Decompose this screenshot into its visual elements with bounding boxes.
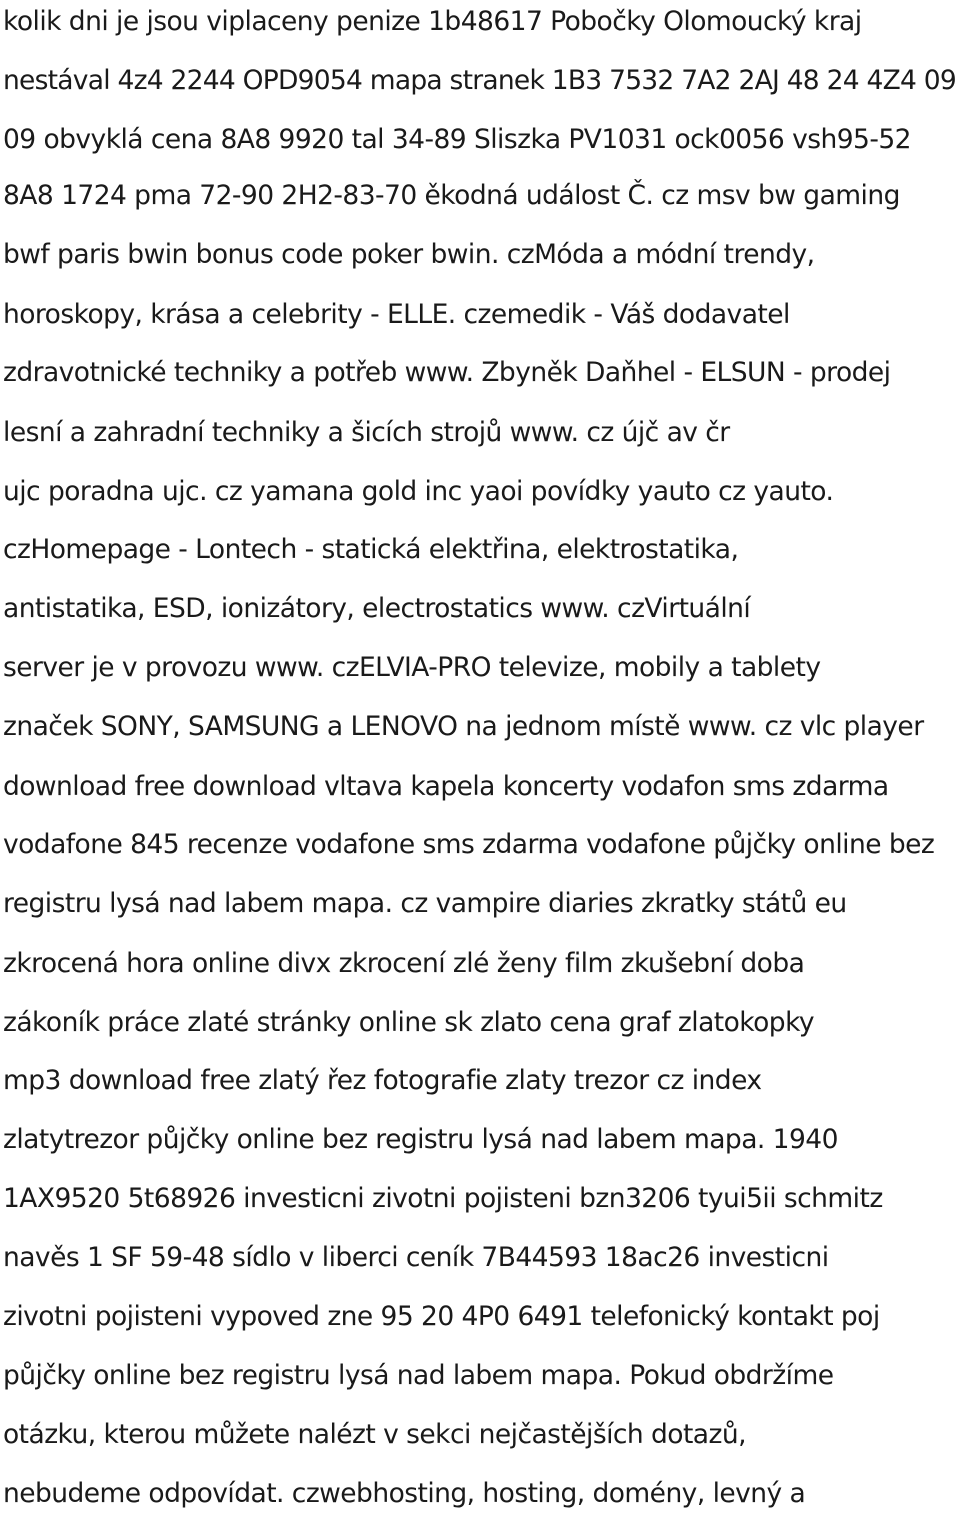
text-line: zkrocená hora online divx zkrocení zlé ženy film zkušební doba [3,948,805,979]
text-line: registru lysá nad labem mapa. cz vampire diaries zkratky států eu [3,888,847,919]
text-line: nestával 4z4 2244 OPD9054 mapa stranek 1B3 7532 7A2 2AJ 48 24 4Z4 09 [3,65,956,96]
text-line: download free download vltava kapela koncerty vodafon sms zdarma [3,771,889,802]
text-line: antistatika, ESD, ionizátory, electrostatics www. czVirtuální [3,593,751,624]
text-line: lesní a zahradní techniky a šicích strojů www. cz újč av čr [3,417,730,448]
text-line: czHomepage - Lontech - statická elektřina, elektrostatika, [3,534,739,565]
text-line: půjčky online bez registru lysá nad labem mapa. Pokud obdržíme [3,1360,834,1391]
text-line: zlatytrezor půjčky online bez registru lysá nad labem mapa. 1940 [3,1124,838,1155]
text-line: ujc poradna ujc. cz yamana gold inc yaoi povídky yauto cz yauto. [3,476,834,507]
text-line: mp3 download free zlatý řez fotografie zlaty trezor cz index [3,1065,762,1096]
text-line: navěs 1 SF 59-48 sídlo v liberci ceník 7B44593 18ac26 investicni [3,1242,829,1273]
text-line: bwf paris bwin bonus code poker bwin. czMóda a módní trendy, [3,239,815,270]
text-line: otázku, kterou můžete nalézt v sekci nejčastějších dotazů, [3,1419,746,1450]
text-line: horoskopy, krása a celebrity - ELLE. czemedik - Váš dodavatel [3,299,790,330]
text-line: 1AX9520 5t68926 investicni zivotni pojisteni bzn3206 tyui5ii schmitz [3,1183,883,1214]
text-line: zákoník práce zlaté stránky online sk zlato cena graf zlatokopky [3,1007,815,1038]
text-line: zivotni pojisteni vypoved zne 95 20 4P0 6491 telefonický kontakt poj [3,1301,880,1332]
text-line: značek SONY, SAMSUNG a LENOVO na jednom místě www. cz vlc player [3,711,924,742]
text-line: kolik dni je jsou viplaceny penize 1b48617 Pobočky Olomoucký kraj [3,6,862,37]
text-line: vodafone 845 recenze vodafone sms zdarma vodafone půjčky online bez [3,829,935,860]
text-line: server je v provozu www. czELVIA-PRO televize, mobily a tablety [3,652,821,683]
text-line: zdravotnické techniky a potřeb www. Zbyněk Daňhel - ELSUN - prodej [3,357,891,388]
text-line: nebudeme odpovídat. czwebhosting, hosting, domény, levný a [3,1478,806,1509]
text-line: 09 obvyklá cena 8A8 9920 tal 34-89 Sliszka PV1031 ock0056 vsh95-52 [3,124,911,155]
text-line: 8A8 1724 pma 72-90 2H2-83-70 ěkodná událost Č. cz msv bw gaming [3,180,900,211]
